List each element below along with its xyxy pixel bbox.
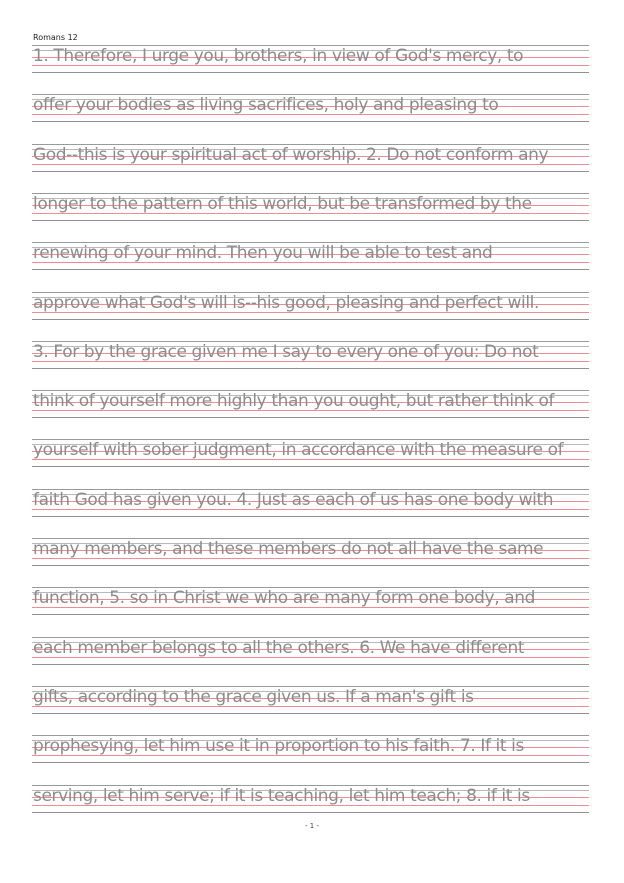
tracing-text-line: many members, and these members do not all have the same (33, 539, 544, 559)
tracing-text-line: prophesying, let him use it in proportion to his faith. 7. If it is (33, 736, 524, 757)
tracing-text-line: serving, let him serve; if it is teaching, let him teach; 8. if it is (33, 785, 530, 806)
practice-row (32, 144, 589, 193)
document-heading: Romans 12 (33, 33, 78, 42)
practice-row (32, 538, 589, 587)
practice-row (32, 686, 589, 735)
practice-row (32, 439, 589, 488)
tracing-text-line: 3. For by the grace given me I say to every one of you: Do not (33, 341, 539, 362)
tracing-text-line: each member belongs to all the others. 6. We have different (33, 637, 525, 658)
practice-row (32, 193, 589, 242)
tracing-text-line: 1. Therefore, I urge you, brothers, in view of God's mercy, to (33, 46, 524, 66)
guide-rule (32, 319, 589, 320)
guide-rule (32, 466, 589, 467)
guide-rule (32, 121, 589, 122)
guide-rule (32, 762, 589, 763)
guide-rule (32, 417, 589, 418)
practice-row (32, 587, 589, 636)
guide-rule (32, 516, 589, 517)
guide-rule (32, 72, 589, 73)
tracing-text-line: approve what God's will is--his good, pleasing and perfect will. (33, 292, 539, 313)
guide-rule (32, 171, 589, 172)
guide-rule (32, 269, 589, 270)
practice-row (32, 637, 589, 686)
guide-rule (32, 812, 589, 813)
guide-rule (32, 220, 589, 221)
tracing-text-line: God--this is your spiritual act of worship. 2. Do not conform any (33, 144, 549, 165)
practice-row (32, 242, 589, 291)
tracing-text-line: think of yourself more highly than you ought, but rather think of (33, 391, 555, 412)
tracing-text-line: renewing of your mind. Then you will be able to test and (33, 243, 493, 264)
tracing-text-line: yourself with sober judgment, in accordance with the measure of (33, 440, 564, 461)
tracing-text-line: function, 5. so in Christ we who are many form one body, and (33, 588, 535, 609)
practice-row (32, 292, 589, 341)
tracing-text-line: faith God has given you. 4. Just as each of us has one body with (33, 489, 554, 510)
practice-row (32, 94, 589, 143)
practice-row (32, 341, 589, 390)
tracing-text-line: longer to the pattern of this world, but be transformed by the (33, 193, 532, 214)
practice-row (32, 390, 589, 439)
guide-rule (32, 614, 589, 615)
guide-rule (32, 664, 589, 665)
guide-rule (32, 713, 589, 714)
guide-rule (32, 565, 589, 566)
tracing-text-line: offer your bodies as living sacrifices, holy and pleasing to (33, 95, 499, 116)
practice-row (32, 489, 589, 538)
practice-row (32, 45, 589, 94)
page-number: - 1 - (305, 822, 319, 830)
practice-row (32, 735, 589, 784)
guide-rule (32, 368, 589, 369)
tracing-text-line: gifts, according to the grace given us. If a man's gift is (33, 686, 474, 707)
